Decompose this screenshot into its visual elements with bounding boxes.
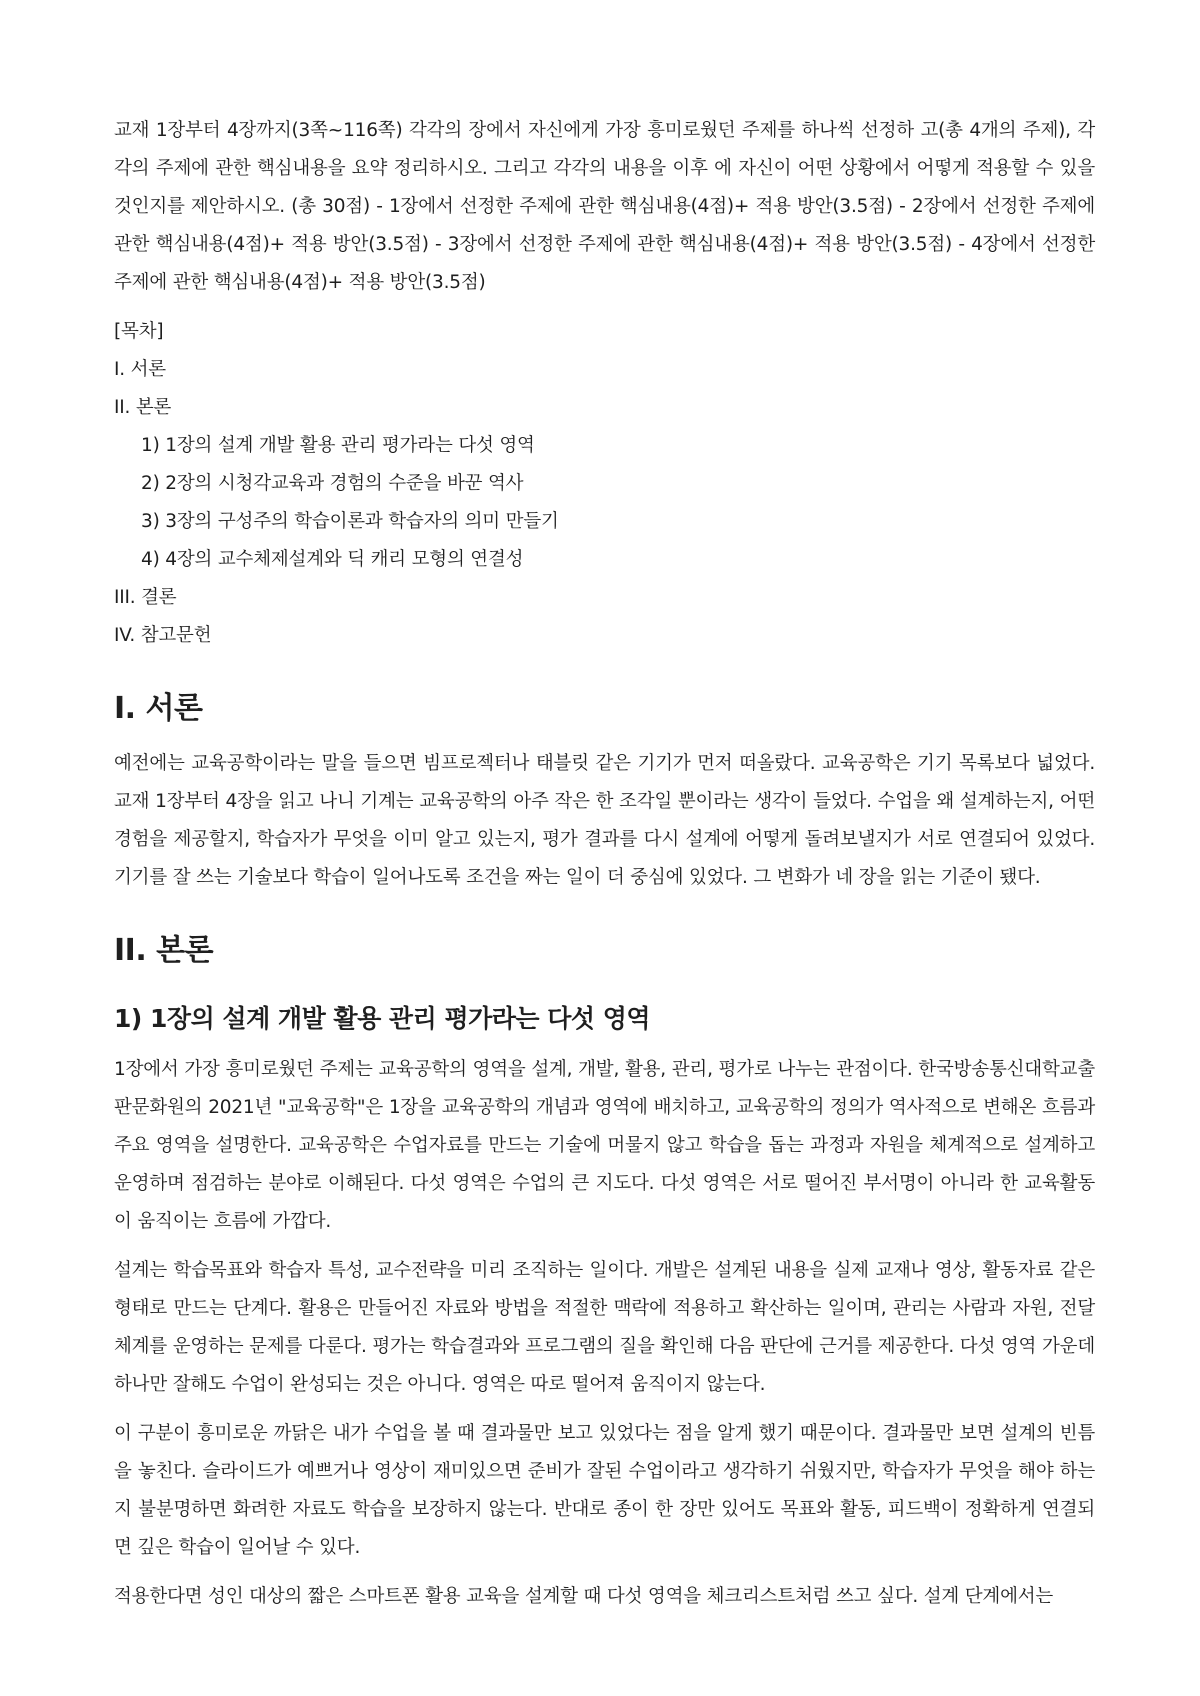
section1-paragraph: 1장에서 가장 흥미로웠던 주제는 교육공학의 영역을 설계, 개발, 활용, 관리, 평가로 나누는 관점이다. 한국방송통신대학교출판문화원의 2021년 "교육공학"은 1장을 교육공학의 개념과 영역에 배치하고, 교육공학의 정의가 역사적으로 변해온 흐름과 주요 영역을 설명한다. 교육공학은 수업자료를 만드는 기술에 머물지 않고 학습을 돕는 과정과 자원을 체계적으로 설계하고 운영하며 점검하는 분야로 이해된다. 다섯 영역은 수업의 큰 지도다. 다섯 영역은 서로 떨어진 부서명이 아니라 한 교육활동이 움직이는 흐름에 가깝다. <box>114 1059 1096 1232</box>
intro-paragraph: 예전에는 교육공학이라는 말을 들으면 빔프로젝터나 태블릿 같은 기기가 먼저 떠올랐다. 교육공학은 기기 목록보다 넓었다. 교재 1장부터 4장을 읽고 나니 기계는 교육공학의 아주 작은 한 조각일 뿐이라는 생각이 들었다. 수업을 왜 설계하는지, 어떤 경험을 제공할지, 학습자가 무엇을 이미 알고 있는지, 평가 결과를 다시 설계에 어떻게 돌려보낼지가 서로 연결되어 있었다. 기기를 잘 쓰는 기술보다 학습이 일어나도록 조건을 짜는 일이 더 중심에 있었다. 그 변화가 네 장을 읽는 기준이 됐다. <box>114 753 1095 888</box>
section1-paragraph: 이 구분이 흥미로운 까닭은 내가 수업을 볼 때 결과물만 보고 있었다는 점을 알게 했기 때문이다. 결과물만 보면 설계의 빈틈을 놓친다. 슬라이드가 예쁘거나 영상이 재미있으면 준비가 잘된 수업이라고 생각하기 쉬웠지만, 학습자가 무엇을 해야 하는지 불분명하면 화려한 자료도 학습을 보장하지 않는다. 반대로 종이 한 장만 있어도 목표와 활동, 피드백이 정확하게 연결되면 깊은 학습이 일어날 수 있다. <box>114 1423 1095 1558</box>
section1-heading: 1) 1장의 설계 개발 활용 관리 평가라는 다섯 영역 <box>114 1004 651 1033</box>
toc-item-conclusion: III. 결론 <box>114 587 177 608</box>
section1-paragraph: 적용한다면 성인 대상의 짧은 스마트폰 활용 교육을 설계할 때 다섯 영역을 체크리스트처럼 쓰고 싶다. 설계 단계에서는 <box>114 1586 1054 1607</box>
toc-item-chapter3: 3) 3장의 구성주의 학습이론과 학습자의 의미 만들기 <box>141 511 559 532</box>
toc-item-references: IV. 참고문헌 <box>114 625 212 646</box>
section1-paragraph: 설계는 학습목표와 학습자 특성, 교수전략을 미리 조직하는 일이다. 개발은 설계된 내용을 실제 교재나 영상, 활동자료 같은 형태로 만드는 단계다. 활용은 만들어진 자료와 방법을 적절한 맥락에 적용하고 확산하는 일이며, 관리는 사람과 자원, 전달체계를 운영하는 문제를 다룬다. 평가는 학습결과와 프로그램의 질을 확인해 다음 판단에 근거를 제공한다. 다섯 영역 가운데 하나만 잘해도 수업이 완성되는 것은 아니다. 영역은 따로 떨어져 움직이지 않는다. <box>114 1260 1095 1395</box>
toc-item-chapter2: 2) 2장의 시청각교육과 경험의 수준을 바꾼 역사 <box>141 473 524 494</box>
toc-item-chapter4: 4) 4장의 교수체제설계와 딕 캐리 모형의 연결성 <box>141 549 524 570</box>
table-of-contents <box>114 313 1095 655</box>
toc-list <box>114 351 1095 655</box>
toc-item-chapter1: 1) 1장의 설계 개발 활용 관리 평가라는 다섯 영역 <box>141 435 535 456</box>
toc-heading: [목차] <box>114 321 164 342</box>
body-heading: II. 본론 <box>114 933 214 968</box>
assignment-prompt: 교재 1장부터 4장까지(3쪽~116쪽) 각각의 장에서 자신에게 가장 흥미로웠던 주제를 하나씩 선정하 고(총 4개의 주제), 각각의 주제에 관한 핵심내용을 요약 정리하시오. 그리고 각각의 내용을 이후 에 자신이 어떤 상황에서 어떻게 적용할 수 있을 것인지를 제안하시오. (총 30점) - 1장에서 선정한 주제에 관한 핵심내용(4점)+ 적용 방안(3.5점) - 2장에서 선정한 주제에 관한 핵심내용(4점)+ 적용 방안(3.5점) - 3장에서 선정한 주제에 관한 핵심내용(4점)+ 적용 방안(3.5점) - 4장에서 선정한 주제에 관한 핵심내용(4점)+ 적용 방안(3.5점) <box>114 120 1095 293</box>
intro-heading: I. 서론 <box>114 691 203 726</box>
toc-item-intro: I. 서론 <box>114 359 166 380</box>
toc-item-body: II. 본론 <box>114 397 172 418</box>
